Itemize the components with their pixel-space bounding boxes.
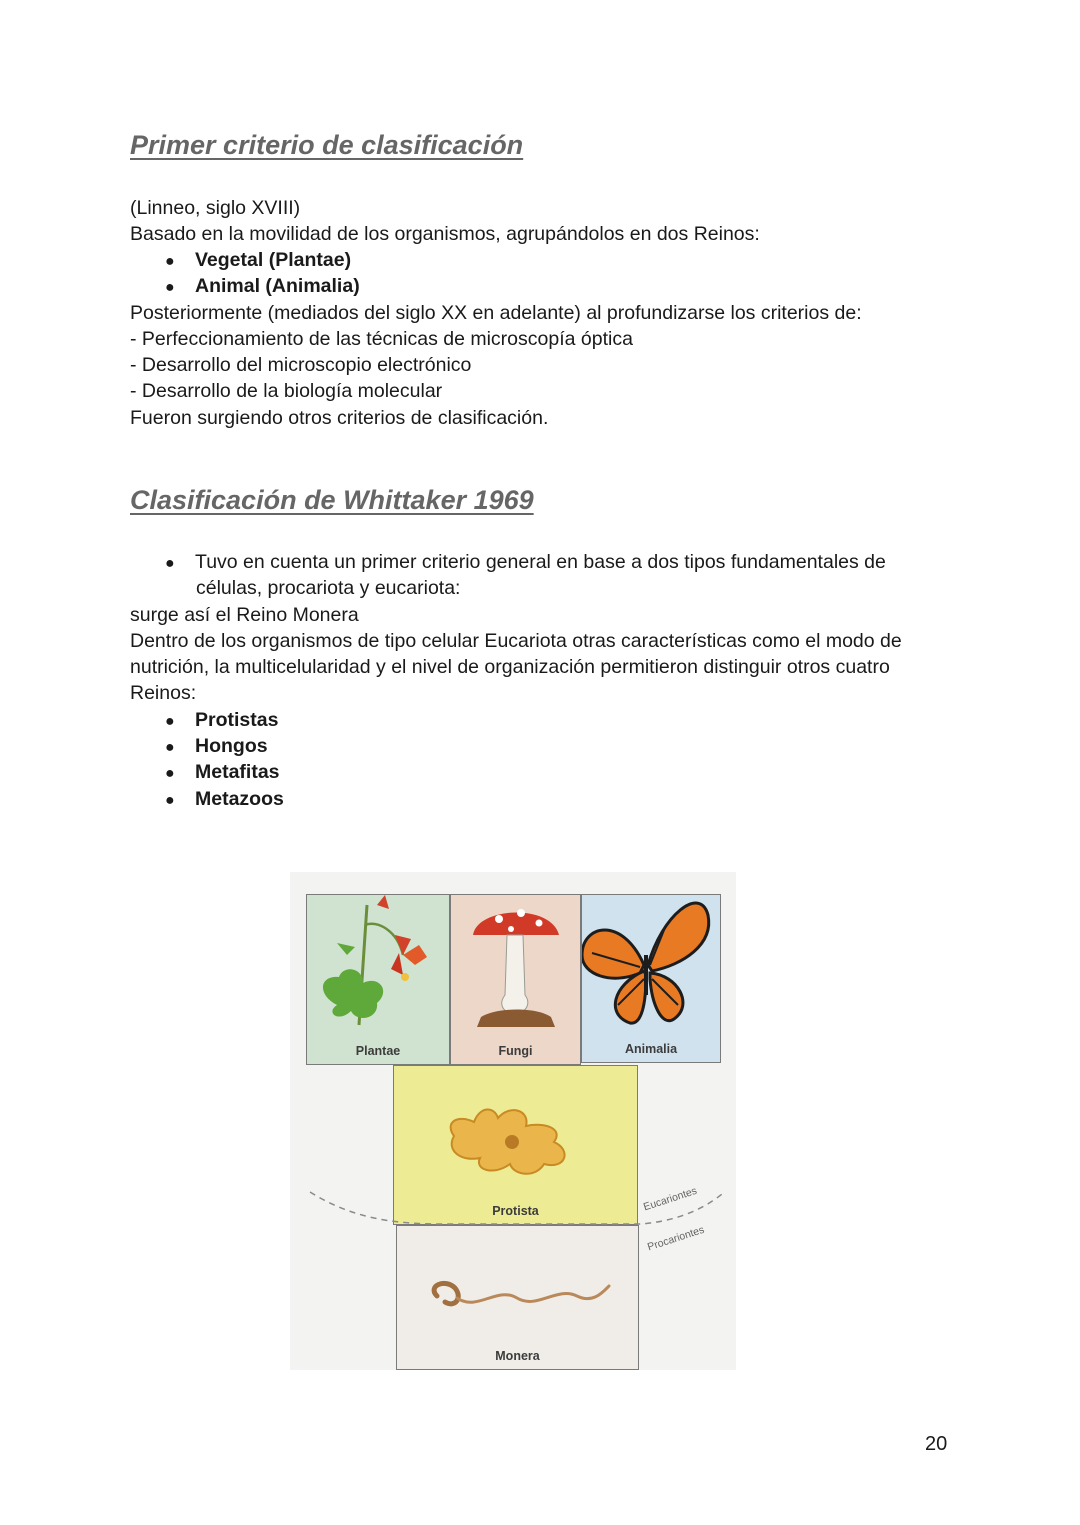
bullet-icon: ● (165, 253, 175, 270)
plantae-label: Plantae (355, 1044, 401, 1058)
monera-label: Monera (495, 1349, 540, 1363)
list-item: ● Vegetal (Plantae) (165, 247, 351, 275)
bullet-icon: ● (165, 792, 175, 809)
text-line: - Desarrollo del microscopio electrónico (130, 354, 472, 376)
bullet-icon: ● (165, 739, 175, 756)
section-title-whittaker: Clasificación de Whittaker 1969 (130, 485, 534, 515)
animalia-label: Animalia (624, 1042, 678, 1056)
protista-label: Protista (492, 1204, 539, 1218)
text-line: Dentro de los organismos de tipo celular Eucariota otras características como el modo de (130, 630, 902, 652)
section-title-primer-criterio: Primer criterio de clasificación (130, 130, 524, 160)
text-line: Basado en la movilidad de los organismos, agrupándolos en dos Reinos: (130, 223, 760, 245)
fungi-label: Fungi (498, 1044, 533, 1058)
text-line: nutrición, la multicelularidad y el nivel de organización permitieron distinguir otros cuatro (130, 656, 890, 678)
text-line: surge así el Reino Monera (130, 604, 359, 626)
list-item: ● Metafitas (165, 759, 280, 787)
list-item: ● Protistas (165, 707, 278, 735)
list-item: ● Hongos (165, 733, 268, 761)
eucariote-procariote-boundary (290, 872, 736, 1370)
bullet-icon: ● (165, 713, 175, 730)
kingdoms-diagram (290, 872, 736, 1370)
text-line: (Linneo, siglo XVIII) (130, 197, 301, 219)
text-line: células, procariota y eucariota: (196, 577, 461, 599)
text-line: Posteriormente (mediados del siglo XX en adelante) al profundizarse los criterios de: (130, 302, 862, 324)
list-item: ● Animal (Animalia) (165, 273, 360, 301)
text-line: Fueron surgiendo otros criterios de clasificación. (130, 407, 549, 429)
bullet-icon: ● (165, 555, 175, 572)
bullet-icon: ● (165, 279, 175, 296)
page-number: 20 (925, 1433, 948, 1455)
text-line: - Perfeccionamiento de las técnicas de microscopía óptica (130, 328, 633, 350)
text-line: - Desarrollo de la biología molecular (130, 380, 443, 402)
text-line: Reinos: (130, 682, 197, 704)
list-item: ● Tuvo en cuenta un primer criterio general en base a dos tipos fundamentales de (165, 549, 886, 577)
bullet-icon: ● (165, 765, 175, 782)
eucariontes-label: Eucariontes (642, 1184, 699, 1214)
list-item: ● Metazoos (165, 786, 284, 814)
procariontes-label: Procariontes (646, 1223, 706, 1254)
